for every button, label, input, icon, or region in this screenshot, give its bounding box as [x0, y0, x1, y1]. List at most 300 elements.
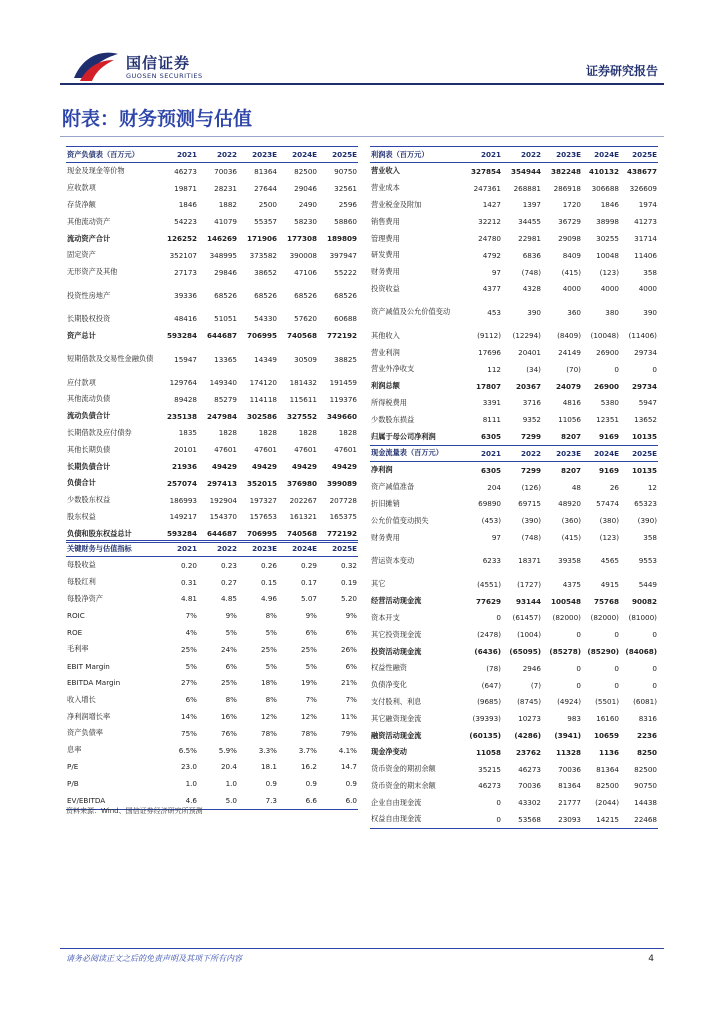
- column-header: 2022: [198, 147, 238, 163]
- cell-value: 90082: [631, 596, 657, 606]
- cell-value: 0: [576, 630, 581, 640]
- cell-value: 0.19: [340, 577, 357, 587]
- row-label: 资产减值准备: [371, 482, 415, 492]
- cell-value: 48920: [558, 499, 581, 509]
- cell-value: 0: [614, 364, 619, 374]
- table-row: [66, 327, 358, 344]
- row-label: 融资活动现金流: [371, 730, 422, 740]
- cell-value: 390: [527, 307, 541, 317]
- row-label: 流动资产合计: [67, 233, 111, 243]
- cell-value: 268881: [513, 183, 541, 193]
- cell-value: 772192: [318, 525, 358, 542]
- cell-value: 1828: [338, 428, 357, 438]
- cell-value: 16160: [596, 714, 619, 724]
- cell-value: 24149: [558, 348, 581, 358]
- cell-value: 327854: [470, 166, 501, 176]
- cell-value: 29098: [558, 234, 581, 244]
- cell-value: 4328: [522, 284, 541, 294]
- cell-value: 2021: [464, 445, 502, 461]
- cell-value: 5%: [265, 661, 277, 671]
- cell-value: 161321: [289, 512, 317, 522]
- row-label: 投资活动现金流: [371, 646, 422, 656]
- cell-value: 22468: [620, 811, 658, 828]
- table-row: [370, 378, 658, 395]
- cell-value: (7): [530, 680, 541, 690]
- cell-value: 3.7%: [298, 745, 317, 755]
- table-row: [66, 658, 358, 675]
- cell-value: 1720: [562, 200, 581, 210]
- cell-value: (4924): [557, 697, 581, 707]
- cell-value: 26: [609, 482, 619, 492]
- footer-divider: [60, 948, 664, 949]
- row-label: 其他收入: [371, 330, 400, 340]
- table-row: [66, 163, 358, 180]
- cell-value: 24079: [555, 381, 581, 391]
- cell-value: (84068): [625, 647, 657, 657]
- table-row: [370, 461, 658, 478]
- cell-value: 24%: [221, 644, 237, 654]
- cell-value: 8%: [265, 611, 277, 621]
- row-label: 少数股东损益: [371, 414, 415, 424]
- cell-value: 438677: [626, 166, 657, 176]
- page-title: 附表：财务预测与估值: [62, 108, 253, 130]
- cell-value: 14349: [254, 354, 277, 364]
- cell-value: 68526: [254, 291, 277, 301]
- cell-value: 18%: [261, 678, 277, 688]
- cell-value: 25%: [181, 644, 197, 654]
- table-row: [66, 311, 358, 328]
- cell-value: 1835: [178, 428, 197, 438]
- cell-value: 1136: [598, 747, 619, 757]
- cell-value: 12%: [301, 712, 317, 722]
- cell-value: 397947: [329, 250, 357, 260]
- cell-value: 306688: [591, 183, 619, 193]
- column-header: 2021: [162, 541, 198, 557]
- row-label: 现金及现金等价物: [67, 166, 125, 176]
- cell-value: (453): [481, 516, 501, 526]
- cell-value: (647): [481, 680, 501, 690]
- cell-value: 46273: [518, 764, 541, 774]
- cell-value: 6%: [185, 695, 197, 705]
- table-row: [66, 607, 358, 624]
- table-row: [370, 778, 658, 795]
- footer-disclaimer: 请务必阅读正文之后的免责声明及其项下所有内容: [66, 954, 242, 963]
- cell-value: 3.3%: [258, 745, 277, 755]
- cell-value: (4286): [514, 731, 541, 740]
- cell-value: (5501): [595, 697, 619, 707]
- cell-value: 35215: [478, 764, 501, 774]
- table-row: [66, 230, 358, 247]
- column-header: 2021: [464, 147, 502, 163]
- cell-value: 6%: [345, 661, 357, 671]
- cell-value: 1828: [218, 428, 237, 438]
- column-header: 2025E: [318, 541, 358, 557]
- row-label: 每股红利: [67, 577, 96, 587]
- cell-value: 18.1: [260, 762, 277, 772]
- cell-value: 165375: [329, 512, 357, 522]
- cell-value: 81364: [596, 764, 619, 774]
- table-row: [370, 395, 658, 412]
- cell-value: 706995: [238, 525, 278, 542]
- table-row: [370, 529, 658, 546]
- cell-value: 380: [605, 307, 619, 317]
- cell-value: (8745): [517, 697, 541, 707]
- column-header: 2022: [198, 541, 238, 557]
- cell-value: (1727): [517, 579, 541, 589]
- cell-value: 0.23: [220, 560, 237, 570]
- cell-value: 13652: [634, 415, 657, 425]
- cell-value: 19%: [301, 678, 317, 688]
- cell-value: 10135: [631, 465, 657, 475]
- cell-value: 207728: [329, 495, 357, 505]
- row-label: 应付款项: [67, 377, 96, 387]
- cell-value: 8250: [636, 747, 657, 757]
- cell-value: (78): [486, 663, 501, 673]
- table-row: [66, 180, 358, 197]
- table-row: [66, 624, 358, 641]
- table-row: [66, 675, 358, 692]
- cell-value: 360: [567, 307, 581, 317]
- cell-value: 4000: [638, 284, 657, 294]
- cell-value: 41273: [634, 217, 657, 227]
- cell-value: 8207: [560, 432, 581, 442]
- cell-value: 0: [496, 798, 501, 808]
- cell-value: 82500: [294, 166, 317, 176]
- cell-value: 90750: [634, 781, 657, 791]
- cell-value: 354944: [510, 166, 541, 176]
- cell-value: 4.85: [220, 594, 237, 604]
- cell-value: 0: [652, 630, 657, 640]
- cell-value: (65095): [509, 647, 541, 657]
- cell-value: 24780: [478, 234, 501, 244]
- cell-value: 5947: [638, 398, 657, 408]
- cell-value: (6436): [474, 647, 501, 657]
- cell-value: 11328: [555, 747, 581, 757]
- cell-value: 0: [614, 630, 619, 640]
- cell-value: 16%: [221, 712, 237, 722]
- cell-value: (123): [599, 267, 619, 277]
- cell-value: 1846: [178, 200, 197, 210]
- cell-value: 26%: [341, 644, 357, 654]
- table-row: [66, 708, 358, 725]
- cell-value: 154370: [209, 512, 237, 522]
- table-row: [66, 574, 358, 591]
- cell-value: 114118: [249, 394, 277, 404]
- cell-value: 740568: [278, 525, 318, 542]
- cell-value: 21777: [558, 798, 581, 808]
- cell-value: 6305: [480, 432, 501, 442]
- cell-value: 0: [614, 663, 619, 673]
- cell-value: (11406): [628, 331, 657, 341]
- cell-value: 4000: [562, 284, 581, 294]
- cell-value: 97: [491, 533, 501, 543]
- cell-value: 20367: [515, 381, 541, 391]
- report-type-label: 证券研究报告: [585, 64, 658, 78]
- cell-value: 4.6: [162, 792, 198, 809]
- column-header: 2025E: [318, 147, 358, 163]
- cell-value: (82000): [552, 613, 581, 623]
- table-row: [66, 742, 358, 759]
- cell-value: 10048: [596, 250, 619, 260]
- cell-value: 47106: [294, 267, 317, 277]
- cell-value: 0: [464, 811, 502, 828]
- cell-value: 10273: [518, 714, 541, 724]
- key-indicators-table: [66, 540, 358, 810]
- cell-value: 7299: [520, 465, 541, 475]
- cell-value: 2023E: [542, 445, 582, 461]
- cell-value: 12351: [596, 415, 619, 425]
- cell-value: 326609: [629, 183, 657, 193]
- cell-value: (126): [521, 482, 541, 492]
- cell-value: 9553: [638, 556, 657, 566]
- row-label: 营运资本变动: [371, 555, 415, 565]
- cell-value: 0.15: [260, 577, 277, 587]
- table-row: [66, 725, 358, 742]
- cell-value: 1.0: [225, 779, 237, 789]
- row-label: 投资性房地产: [67, 290, 111, 300]
- cell-value: 3716: [522, 398, 541, 408]
- cell-value: 65323: [634, 499, 657, 509]
- cell-value: 31714: [634, 234, 657, 244]
- cell-value: 146269: [206, 234, 237, 244]
- cell-value: 12%: [261, 712, 277, 722]
- cell-value: (415): [561, 267, 581, 277]
- cell-value: 197327: [249, 495, 277, 505]
- cell-value: 6233: [482, 556, 501, 566]
- cell-value: 4.1%: [338, 745, 357, 755]
- cell-value: 157653: [249, 512, 277, 522]
- row-label: 财务费用: [371, 267, 400, 277]
- cell-value: 60688: [334, 314, 357, 324]
- cell-value: 12: [647, 482, 657, 492]
- cell-value: (39393): [472, 714, 501, 724]
- cell-value: 17696: [478, 348, 501, 358]
- cell-value: 4%: [185, 628, 197, 638]
- cell-value: 76%: [221, 728, 237, 738]
- cell-value: 247984: [206, 411, 237, 421]
- cell-value: 20401: [518, 348, 541, 358]
- table-row: [66, 408, 358, 425]
- cell-value: 1.0: [185, 779, 197, 789]
- table-row: [370, 761, 658, 778]
- cell-value: 4000: [600, 284, 619, 294]
- cell-value: 2022: [502, 445, 542, 461]
- cell-value: 2596: [338, 200, 357, 210]
- cell-value: 358: [643, 533, 657, 543]
- table-row: [370, 593, 658, 610]
- cell-value: 2946: [522, 663, 541, 673]
- cell-value: 7%: [305, 695, 317, 705]
- cell-value: 399089: [326, 478, 357, 488]
- cell-value: 26900: [596, 348, 619, 358]
- cell-value: 1828: [258, 428, 277, 438]
- column-header: 2024E: [582, 147, 620, 163]
- cell-value: 11406: [634, 250, 657, 260]
- row-label: 企业自由现金流: [371, 797, 422, 807]
- row-label: 货币资金的期末余额: [371, 780, 436, 790]
- cell-value: (9685): [477, 697, 501, 707]
- cell-value: 349660: [326, 411, 357, 421]
- cell-value: 30255: [596, 234, 619, 244]
- cell-value: 376980: [286, 478, 317, 488]
- cell-value: 51051: [214, 314, 237, 324]
- cell-value: 0.9: [305, 779, 317, 789]
- row-label: 利润总额: [371, 381, 400, 391]
- column-header: 2024E: [278, 541, 318, 557]
- cell-value: 19871: [174, 183, 197, 193]
- cell-value: 41079: [214, 217, 237, 227]
- cell-value: 593284: [162, 525, 198, 542]
- cell-value: 57474: [596, 499, 619, 509]
- row-label: 净利润增长率: [67, 711, 111, 721]
- table-row: [66, 509, 358, 526]
- cell-value: 97: [491, 267, 501, 277]
- table-row: [66, 691, 358, 708]
- cell-value: 5.20: [340, 594, 357, 604]
- income-cashflow-table: [370, 146, 658, 829]
- cell-value: 644687: [206, 331, 237, 341]
- cell-value: 5380: [600, 398, 619, 408]
- row-label: 应收款项: [67, 183, 96, 193]
- table-row: [370, 247, 658, 264]
- cell-value: 0: [652, 680, 657, 690]
- table-row: [370, 264, 658, 281]
- cell-value: 2236: [636, 731, 657, 740]
- row-label: 营业成本: [371, 183, 400, 193]
- row-label: 财务费用: [371, 532, 400, 542]
- cell-value: (2044): [595, 798, 619, 808]
- cell-value: 70036: [214, 166, 237, 176]
- cell-value: 115611: [289, 394, 317, 404]
- table-row: [370, 610, 658, 627]
- row-label: 权益性融资: [371, 663, 407, 673]
- cell-value: 9%: [305, 611, 317, 621]
- table-row: [370, 643, 658, 660]
- cell-value: 81364: [254, 166, 277, 176]
- cell-value: (34): [526, 364, 541, 374]
- row-label: EBIT Margin: [67, 661, 110, 671]
- cell-value: 29734: [631, 381, 657, 391]
- row-label: P/B: [67, 779, 79, 789]
- row-label: 货币资金的期初余额: [371, 764, 436, 774]
- cell-value: 68526: [214, 291, 237, 301]
- cell-value: 27%: [181, 678, 197, 688]
- cell-value: 14215: [582, 811, 620, 828]
- cell-value: 53568: [502, 811, 542, 828]
- cell-value: 58860: [334, 217, 357, 227]
- table-row: [370, 297, 658, 327]
- row-label: 收入增长: [67, 694, 96, 704]
- row-label: ROE: [67, 628, 83, 638]
- row-label: 权益自由现金流: [370, 811, 464, 828]
- cell-value: 373582: [249, 250, 277, 260]
- cell-value: 23093: [542, 811, 582, 828]
- column-header: 2023E: [542, 147, 582, 163]
- cell-value: 39358: [558, 556, 581, 566]
- cell-value: 453: [487, 307, 501, 317]
- page-number: 4: [648, 954, 654, 964]
- cell-value: 69715: [518, 499, 541, 509]
- cell-value: 69890: [478, 499, 501, 509]
- table-row: [66, 458, 358, 475]
- table-row: [66, 425, 358, 442]
- cell-value: 3391: [482, 398, 501, 408]
- table-row: [370, 744, 658, 761]
- cell-value: 7.3: [238, 792, 278, 809]
- row-label: 负债净变化: [371, 680, 407, 690]
- cell-value: 82500: [596, 781, 619, 791]
- column-header: 2022: [502, 147, 542, 163]
- cell-value: 26900: [593, 381, 619, 391]
- cell-value: 25%: [221, 678, 237, 688]
- cell-value: 27644: [254, 183, 277, 193]
- row-label: 折旧摊销: [371, 498, 400, 508]
- row-label: 研发费用: [371, 250, 400, 260]
- cell-value: 204: [487, 482, 501, 492]
- cell-value: 7299: [520, 432, 541, 442]
- data-source-note: 资料来源：Wind、国信证券经济研究所预测: [66, 807, 203, 815]
- table-row: [66, 492, 358, 509]
- row-label: 长期股权投资: [67, 313, 111, 323]
- cell-value: 9169: [598, 465, 619, 475]
- cell-value: 23762: [515, 747, 541, 757]
- cell-value: (748): [521, 267, 541, 277]
- cell-value: 82500: [634, 764, 657, 774]
- cell-value: 38825: [334, 354, 357, 364]
- cell-value: 6836: [522, 250, 541, 260]
- row-label: 长期负债合计: [67, 461, 111, 471]
- cell-value: (85278): [549, 647, 581, 657]
- row-label: 其他流动负债: [67, 394, 111, 404]
- cell-value: 2490: [298, 200, 317, 210]
- cell-value: (4551): [477, 579, 501, 589]
- cell-value: 47601: [294, 445, 317, 455]
- cell-value: 5%: [265, 628, 277, 638]
- row-label: 其它: [371, 579, 386, 589]
- cell-value: 192904: [209, 495, 237, 505]
- cell-value: 4.81: [180, 594, 197, 604]
- cell-value: 1846: [600, 200, 619, 210]
- guosen-logo-icon: [70, 48, 122, 84]
- cell-value: 4816: [562, 398, 581, 408]
- cell-value: 235138: [166, 411, 197, 421]
- cell-value: 43302: [518, 798, 541, 808]
- cell-value: 79%: [341, 728, 357, 738]
- cell-value: 0: [576, 663, 581, 673]
- row-label: 归属于母公司净利润: [371, 431, 436, 441]
- cell-value: 0: [614, 680, 619, 690]
- cell-value: 25%: [301, 644, 317, 654]
- cell-value: 1427: [482, 200, 501, 210]
- cell-value: 149340: [209, 378, 237, 388]
- cell-value: 32561: [334, 183, 357, 193]
- table-row: [66, 591, 358, 608]
- table-row: [66, 641, 358, 658]
- cell-value: (85290): [587, 647, 619, 657]
- row-label: 短期借款及交易性金融负债: [67, 354, 154, 364]
- table-row: [370, 576, 658, 593]
- cell-value: 6305: [480, 465, 501, 475]
- table-row: [66, 557, 358, 574]
- table-row: [370, 710, 658, 727]
- cell-value: 39336: [174, 291, 197, 301]
- table-row: [370, 496, 658, 513]
- cell-value: 5.9%: [218, 745, 237, 755]
- cell-value: 28231: [214, 183, 237, 193]
- cell-value: 191459: [329, 378, 357, 388]
- cell-value: 75%: [181, 728, 197, 738]
- cell-value: 0.17: [300, 577, 317, 587]
